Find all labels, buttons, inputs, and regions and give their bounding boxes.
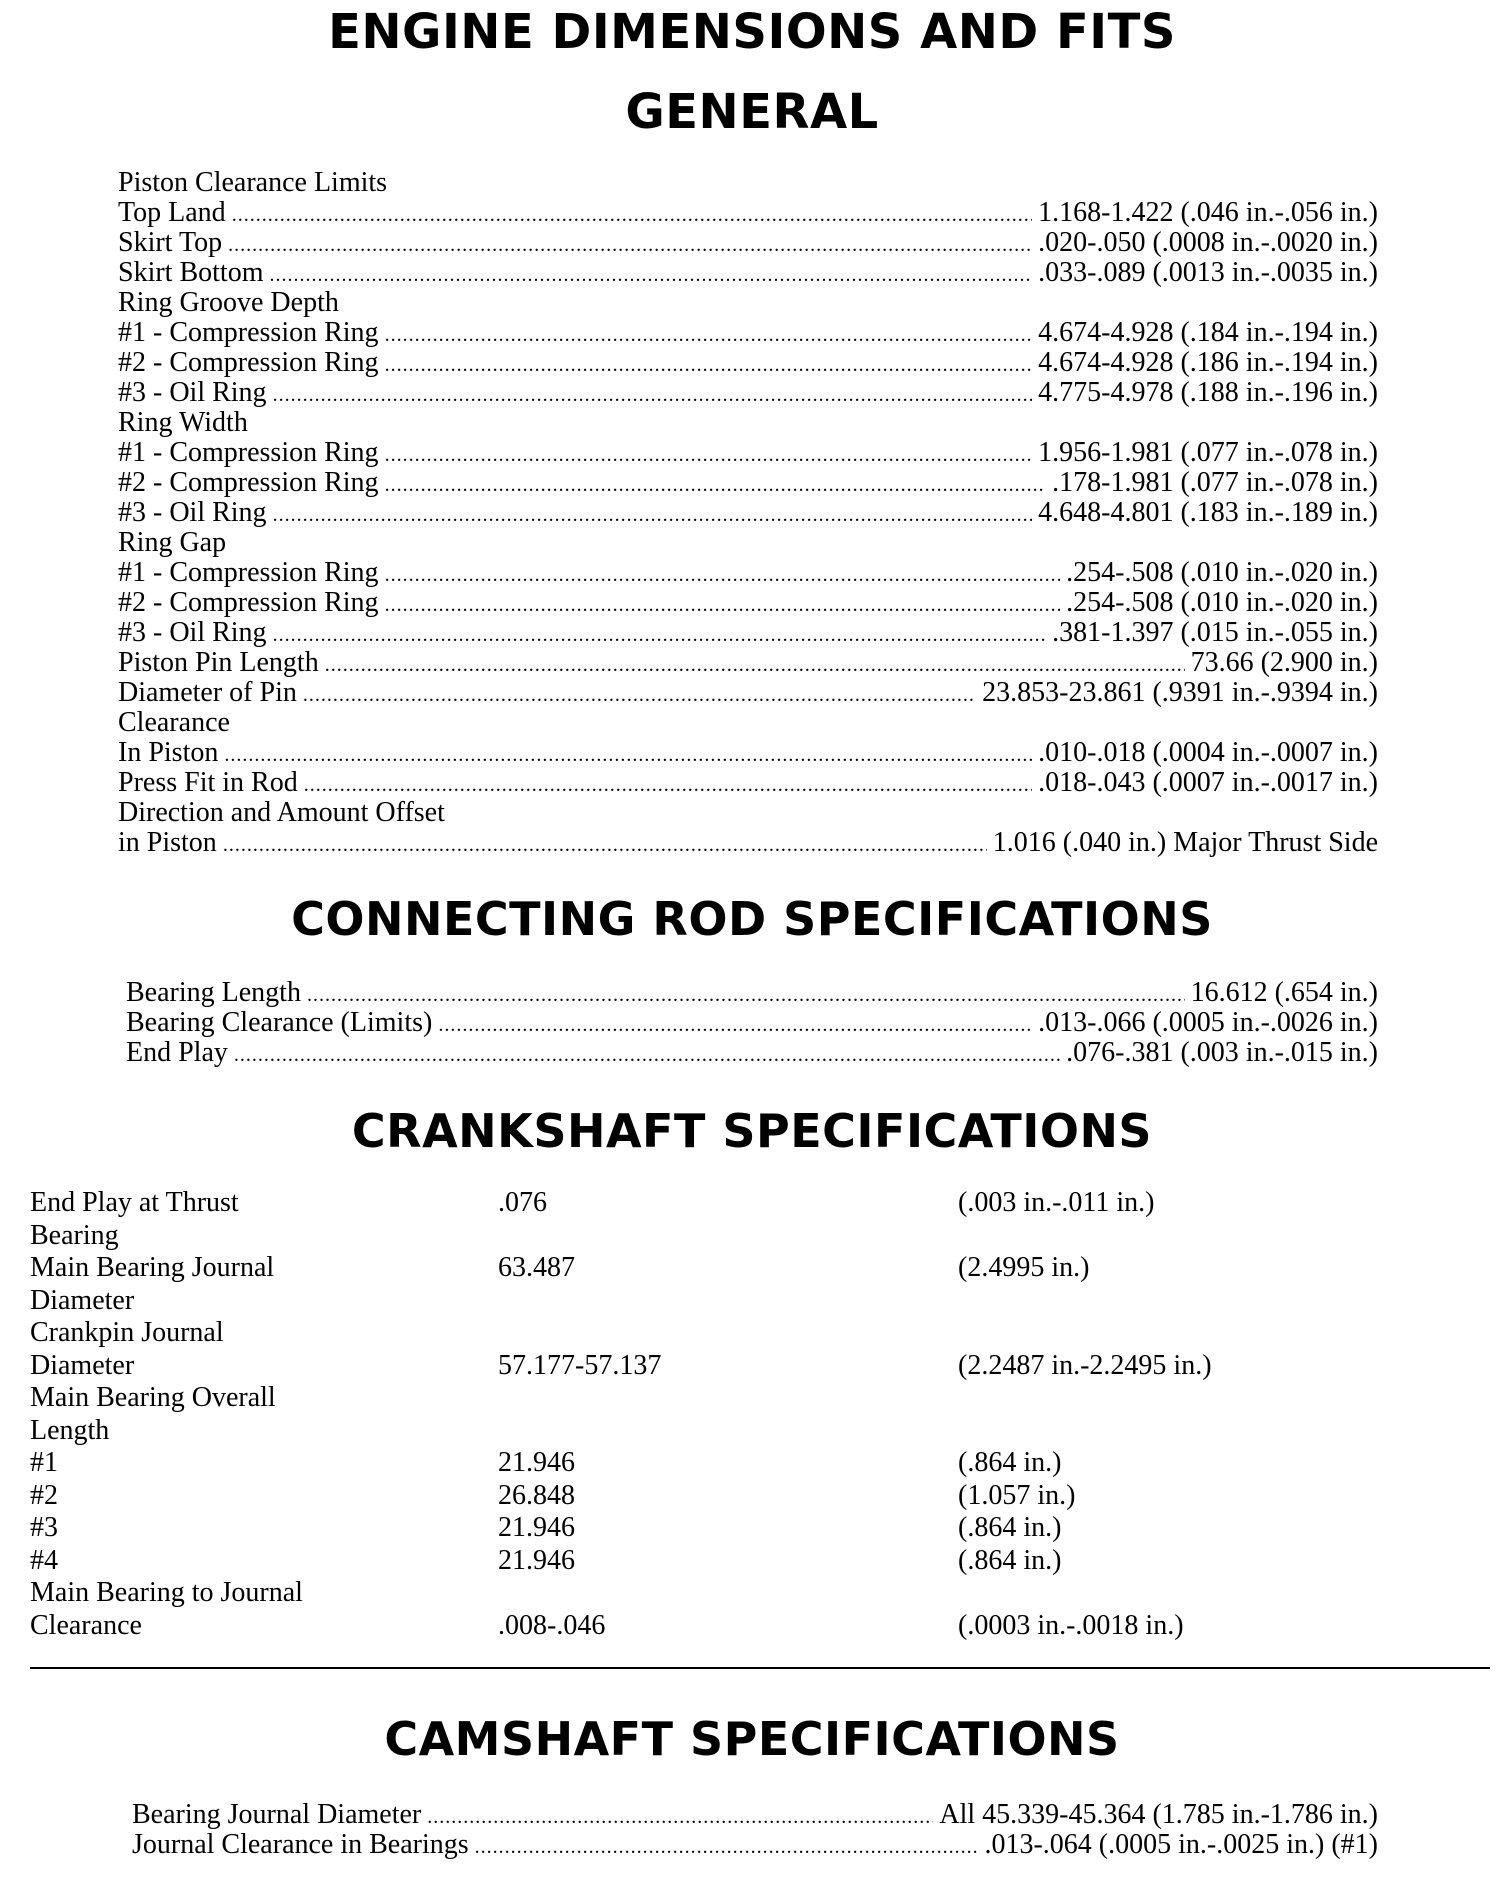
spec-row xyxy=(118,198,1378,228)
spec-row xyxy=(126,1008,1378,1038)
spec-value: .178-1.981 (.077 in.-.078 in.) xyxy=(1052,467,1378,498)
spec-label: #3 - Oil Ring xyxy=(118,497,267,528)
dot-leader xyxy=(273,620,1047,650)
spec-label: Skirt Top xyxy=(118,227,223,258)
spec-row xyxy=(118,318,1378,348)
spec-value: 1.956-1.981 (.077 in.-.078 in.) xyxy=(1038,437,1378,468)
spec-label: #3 - Oil Ring xyxy=(118,377,267,408)
metric-value: 21.946 xyxy=(498,1447,575,1478)
spec-label: Diameter xyxy=(30,1284,135,1316)
dot-leader xyxy=(303,680,976,710)
general-spec-list xyxy=(118,168,1378,858)
spec-label: Clearance xyxy=(30,1609,142,1641)
table-row xyxy=(30,1546,1490,1579)
spec-label: Clearance xyxy=(118,707,230,738)
table-row xyxy=(30,1221,1490,1254)
spec-row xyxy=(126,978,1378,1008)
dot-leader xyxy=(224,740,1032,770)
spec-row xyxy=(118,588,1378,618)
metric-value: 57.177-57.137 xyxy=(498,1349,662,1381)
dot-leader xyxy=(273,500,1033,530)
table-row xyxy=(30,1383,1490,1416)
camshaft-spec-list xyxy=(132,1800,1378,1860)
spec-value: All 45.339-45.364 (1.785 in.-1.786 in.) xyxy=(939,1799,1378,1830)
spec-value: 4.775-4.978 (.188 in.-.196 in.) xyxy=(1038,377,1378,408)
inch-value: (.864 in.) xyxy=(958,1512,1062,1543)
spec-label: End Play xyxy=(126,1037,228,1068)
spec-label: #3 xyxy=(30,1512,58,1543)
spec-label: End Play at Thrust xyxy=(30,1187,239,1218)
spec-value: .254-.508 (.010 in.-.020 in.) xyxy=(1066,557,1378,588)
crankshaft-title: CRANKSHAFT SPECIFICATIONS xyxy=(351,1104,1153,1158)
spec-row xyxy=(118,708,1378,738)
spec-label: Main Bearing Journal xyxy=(30,1252,275,1283)
inch-value: (1.057 in.) xyxy=(958,1479,1076,1511)
spec-value: .381-1.397 (.015 in.-.055 in.) xyxy=(1052,617,1378,648)
table-row xyxy=(30,1578,1490,1611)
dot-leader xyxy=(228,230,1032,260)
dot-leader xyxy=(427,1802,933,1832)
spec-row xyxy=(132,1830,1378,1860)
metric-value: .076 xyxy=(498,1187,547,1218)
spec-label: Skirt Bottom xyxy=(118,257,264,288)
spec-value: 4.674-4.928 (.184 in.-.194 in.) xyxy=(1038,317,1378,348)
dot-leader xyxy=(325,650,1185,680)
spec-label: #1 xyxy=(30,1447,58,1478)
spec-label: Bearing Journal Diameter xyxy=(132,1799,422,1830)
spec-label: Top Land xyxy=(118,197,226,228)
table-row xyxy=(30,1448,1490,1481)
spec-row xyxy=(118,528,1378,558)
table-row xyxy=(30,1188,1490,1221)
spec-value: 73.66 (2.900 in.) xyxy=(1190,647,1378,678)
spec-label: Diameter xyxy=(30,1349,135,1381)
spec-label: Ring Groove Depth xyxy=(118,287,339,318)
spec-label: #1 - Compression Ring xyxy=(118,437,379,468)
spec-row xyxy=(118,648,1378,678)
spec-row xyxy=(118,408,1378,438)
spec-value: 16.612 (.654 in.) xyxy=(1190,977,1378,1008)
spec-row xyxy=(118,288,1378,318)
general-title: GENERAL xyxy=(625,84,879,140)
spec-value: 23.853-23.861 (.9391 in.-.9394 in.) xyxy=(982,677,1378,708)
dot-leader xyxy=(269,260,1032,290)
spec-label: #1 - Compression Ring xyxy=(118,557,379,588)
spec-label: in Piston xyxy=(118,827,217,858)
spec-row xyxy=(118,618,1378,648)
spec-row xyxy=(118,738,1378,768)
spec-row xyxy=(118,168,1378,198)
spec-label: Main Bearing to Journal xyxy=(30,1577,303,1608)
spec-label: Diameter of Pin xyxy=(118,677,297,708)
dot-leader xyxy=(385,470,1047,500)
spec-row xyxy=(118,258,1378,288)
spec-value: 1.168-1.422 (.046 in.-.056 in.) xyxy=(1038,197,1378,228)
connecting-rod-title: CONNECTING ROD SPECIFICATIONS xyxy=(291,892,1213,946)
spec-row xyxy=(118,828,1378,858)
inch-value: (.864 in.) xyxy=(958,1544,1062,1576)
spec-label: Ring Gap xyxy=(118,527,227,558)
spec-label: #1 - Compression Ring xyxy=(118,317,379,348)
camshaft-title: CAMSHAFT SPECIFICATIONS xyxy=(384,1712,1120,1766)
crankshaft-spec-table xyxy=(30,1188,1490,1643)
spec-value: 1.016 (.040 in.) Major Thrust Side xyxy=(992,827,1378,858)
spec-label: #4 xyxy=(30,1544,58,1576)
spec-label: Journal Clearance in Bearings xyxy=(132,1829,469,1860)
spec-row xyxy=(118,228,1378,258)
spec-value: .013-.064 (.0005 in.-.0025 in.) (#1) xyxy=(984,1829,1378,1860)
spec-value: .033-.089 (.0013 in.-.0035 in.) xyxy=(1038,257,1378,288)
metric-value: 26.848 xyxy=(498,1479,575,1511)
dot-leader xyxy=(438,1010,1032,1040)
spec-label: Piston Pin Length xyxy=(118,647,319,678)
spec-row xyxy=(132,1800,1378,1830)
spec-row xyxy=(118,468,1378,498)
spec-row xyxy=(118,768,1378,798)
spec-label: #2 - Compression Ring xyxy=(118,347,379,378)
spec-value: .020-.050 (.0008 in.-.0020 in.) xyxy=(1038,227,1378,258)
spec-value: .010-.018 (.0004 in.-.0007 in.) xyxy=(1038,737,1378,768)
spec-label: Crankpin Journal xyxy=(30,1317,224,1348)
dot-leader xyxy=(223,830,987,860)
inch-value: (.003 in.-.011 in.) xyxy=(958,1187,1155,1218)
dot-leader xyxy=(385,350,1033,380)
inch-value: (2.2487 in.-2.2495 in.) xyxy=(958,1349,1212,1381)
table-row xyxy=(30,1513,1490,1546)
spec-label: Bearing Length xyxy=(126,977,301,1008)
spec-value: .254-.508 (.010 in.-.020 in.) xyxy=(1066,587,1378,618)
dot-leader xyxy=(234,1040,1060,1070)
spec-row xyxy=(118,348,1378,378)
spec-row xyxy=(118,558,1378,588)
inch-value: (.0003 in.-.0018 in.) xyxy=(958,1609,1184,1641)
inch-value: (2.4995 in.) xyxy=(958,1252,1090,1283)
spec-value: .018-.043 (.0007 in.-.0017 in.) xyxy=(1038,767,1378,798)
section-divider xyxy=(30,1667,1490,1669)
spec-label: In Piston xyxy=(118,737,219,768)
spec-row xyxy=(118,438,1378,468)
table-row xyxy=(30,1286,1490,1319)
metric-value: .008-.046 xyxy=(498,1609,606,1641)
dot-leader xyxy=(385,590,1061,620)
spec-label: #2 xyxy=(30,1479,58,1511)
dot-leader xyxy=(304,770,1032,800)
table-row xyxy=(30,1416,1490,1449)
spec-label: Direction and Amount Offset xyxy=(118,797,445,828)
table-row xyxy=(30,1611,1490,1644)
spec-label: Bearing Clearance (Limits) xyxy=(126,1007,433,1038)
table-row xyxy=(30,1253,1490,1286)
spec-value: 4.674-4.928 (.186 in.-.194 in.) xyxy=(1038,347,1378,378)
dot-leader xyxy=(385,440,1033,470)
spec-label: Main Bearing Overall xyxy=(30,1382,276,1413)
spec-label: Bearing xyxy=(30,1219,119,1251)
spec-row xyxy=(118,378,1378,408)
spec-label: Length xyxy=(30,1414,110,1446)
dot-leader xyxy=(273,380,1033,410)
inch-value: (.864 in.) xyxy=(958,1447,1062,1478)
spec-value: 4.648-4.801 (.183 in.-.189 in.) xyxy=(1038,497,1378,528)
spec-row xyxy=(118,798,1378,828)
spec-label: Piston Clearance Limits xyxy=(118,167,388,198)
table-row xyxy=(30,1481,1490,1514)
spec-value: .013-.066 (.0005 in.-.0026 in.) xyxy=(1038,1007,1378,1038)
main-title: ENGINE DIMENSIONS AND FITS xyxy=(328,4,1176,60)
spec-label: Press Fit in Rod xyxy=(118,767,298,798)
dot-leader xyxy=(307,980,1185,1010)
table-row xyxy=(30,1318,1490,1351)
spec-row xyxy=(126,1038,1378,1068)
spec-value: .076-.381 (.003 in.-.015 in.) xyxy=(1066,1037,1378,1068)
spec-label: #2 - Compression Ring xyxy=(118,467,379,498)
spec-label: Ring Width xyxy=(118,407,248,438)
connecting-rod-spec-list xyxy=(126,978,1378,1068)
dot-leader xyxy=(475,1832,979,1862)
dot-leader xyxy=(232,200,1032,230)
metric-value: 63.487 xyxy=(498,1252,575,1283)
spec-label: #3 - Oil Ring xyxy=(118,617,267,648)
spec-row xyxy=(118,678,1378,708)
table-row xyxy=(30,1351,1490,1384)
spec-label: #2 - Compression Ring xyxy=(118,587,379,618)
dot-leader xyxy=(385,560,1061,590)
metric-value: 21.946 xyxy=(498,1512,575,1543)
metric-value: 21.946 xyxy=(498,1544,575,1576)
spec-row xyxy=(118,498,1378,528)
dot-leader xyxy=(385,320,1033,350)
